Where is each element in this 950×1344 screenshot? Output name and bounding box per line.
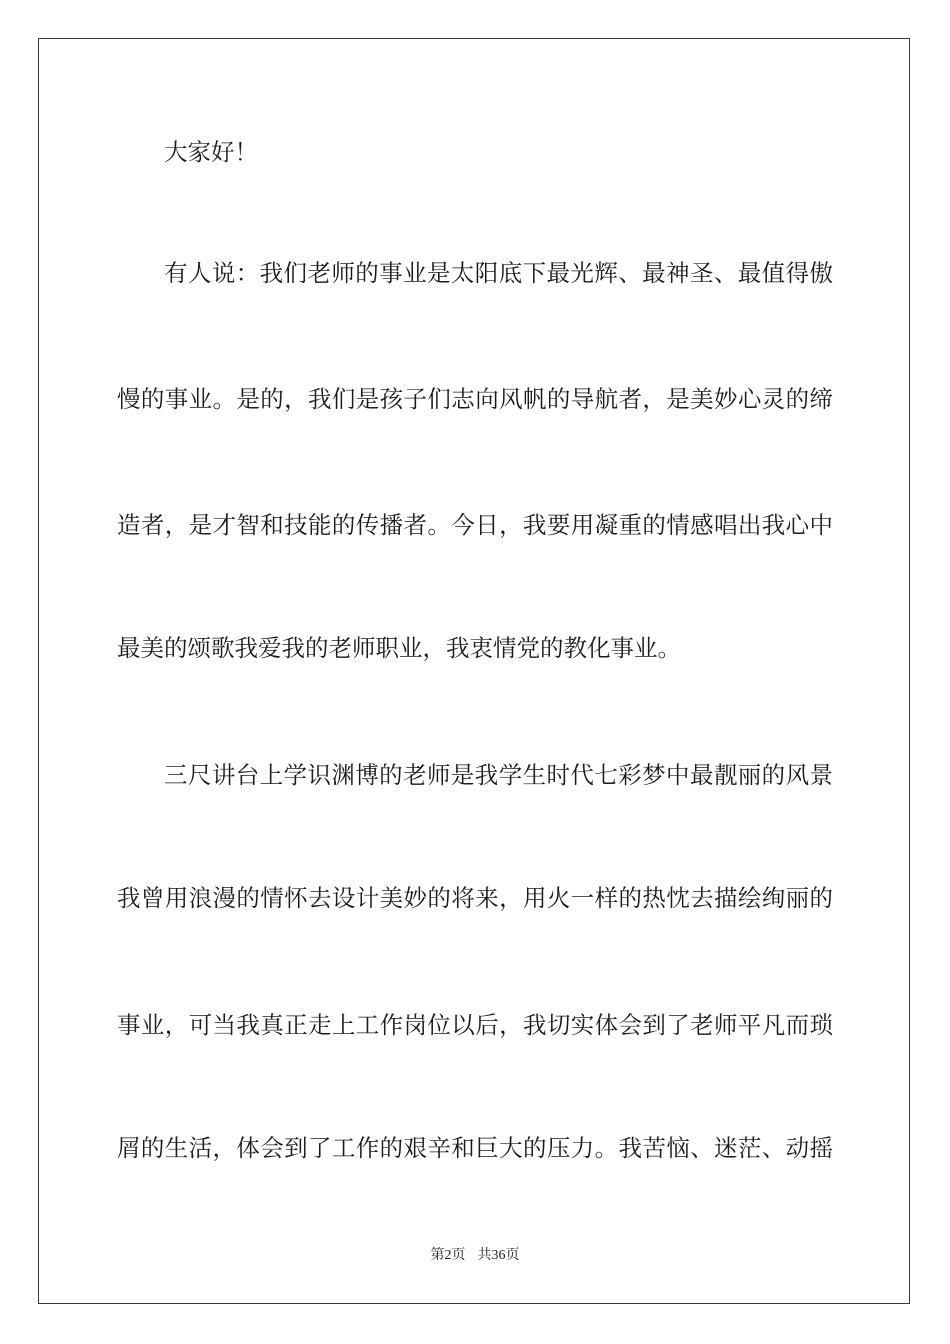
text-line: 造者，是才智和技能的传播者。今日，我要用凝重的情感唱出我心中 <box>117 511 833 539</box>
text-line: 慢的事业。是的，我们是孩子们志向风帆的导航者，是美妙心灵的缔 <box>117 385 833 413</box>
text-line: 最美的颂歌我爱我的老师职业，我衷情党的教化事业。 <box>117 634 681 662</box>
text-line: 屑的生活，体会到了工作的艰辛和巨大的压力。我苦恼、迷茫、动摇 <box>117 1134 833 1162</box>
page-number: 第2页 <box>430 1248 466 1263</box>
text-line: 有人说：我们老师的事业是太阳底下最光辉、最神圣、最值得傲 <box>164 259 833 287</box>
page-total: 共36页 <box>477 1248 520 1263</box>
text-line: 三尺讲台上学识渊博的老师是我学生时代七彩梦中最靓丽的风景 <box>164 761 833 789</box>
page-footer <box>0 1247 950 1265</box>
text-line: 事业，可当我真正走上工作岗位以后，我切实体会到了老师平凡而琐 <box>117 1011 833 1039</box>
text-line: 我曾用浪漫的情怀去设计美妙的将来，用火一样的热忱去描绘绚丽的 <box>117 884 833 912</box>
greeting-line: 大家好！ <box>164 138 258 166</box>
page-border <box>38 38 910 1304</box>
